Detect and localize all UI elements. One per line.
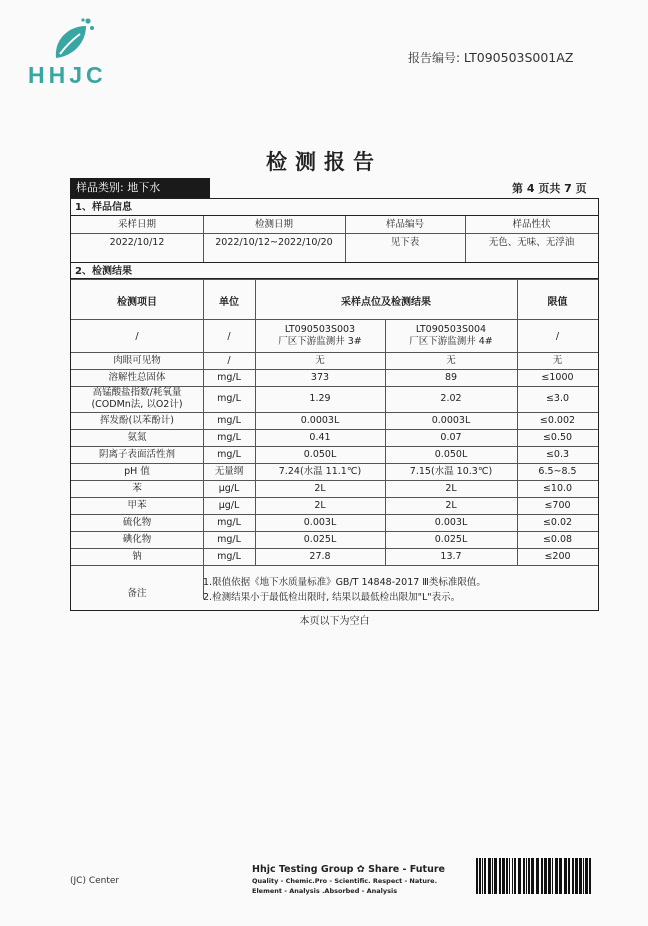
row-value-point-2: 无 [446,354,456,366]
row-limit: ≤3.0 [545,393,570,404]
row-item: 硫化物 [122,516,152,528]
page-title: 检测报告 [266,150,382,174]
barcode [476,858,592,894]
row-limit: ≤1000 [541,371,574,383]
row-value-point-1: 1.29 [309,393,331,404]
test-date-value: 2022/10/12~2022/10/20 [215,237,333,248]
row-unit: mg/L [217,431,241,443]
row-value-point-1: 0.025L [303,533,337,545]
row-unit: mg/L [217,448,241,460]
row-unit: mg/L [217,550,241,562]
row-item: 苯 [132,482,142,494]
row-value-point-1: 373 [310,371,330,383]
footer-group-line-a: Hhjc Testing Group [252,864,354,875]
footer-group-line-b: Share - Future [368,864,445,875]
row-limit: ≤0.50 [542,431,573,443]
row-value-point-1: 0.003L [303,516,337,528]
row-item: pH 值 [124,465,150,477]
row-limit: ≤0.02 [542,516,573,528]
row-item: 挥发酚(以苯酚计) [100,414,174,426]
row-unit: mg/L [217,371,241,383]
row-unit: mg/L [217,414,241,426]
row-unit: mg/L [217,533,241,545]
row-item: 氨氮 [127,431,147,443]
logo-text: HHJC [28,62,107,88]
row-value-point-2: 7.15(水温 10.3℃) [409,465,493,477]
footer-group-name [252,864,452,875]
row-item-sub: (CODMn法, 以O2计) [91,399,183,410]
row-unit: mg/L [217,393,241,404]
point-1-code: LT090503S003 [284,324,356,335]
sample-code-header: 样品编号 [385,219,424,230]
row-limit: ≤700 [544,499,571,511]
row-item: 高锰酸盐指数/耗氧量 [92,387,182,398]
footer-slogan-2: Element - Analysis .Absorbed - Analysis [252,887,398,895]
row-item: 阴离子表面活性剂 [98,448,175,460]
point-1-name: 厂区下游监测井 3# [278,336,362,347]
remark-line-1: 1.限值依据《地下水质量标准》GB/T 14848-2017 Ⅲ类标准限值。 [203,577,486,588]
point-row-limit: / [555,331,560,342]
row-value-point-2: 0.0003L [431,414,471,426]
row-item: 甲苯 [127,499,147,511]
row-limit: ≤200 [544,550,571,562]
row-value-point-1: 0.41 [309,431,331,443]
page-info: 第 4 页共 7 页 [512,182,587,195]
sample-property-header: 样品性状 [512,219,551,230]
point-2-code: LT090503S004 [415,324,487,335]
footer-group-block [252,864,452,895]
sample-code-value: 见下表 [390,237,420,248]
remark-label: 备注 [127,588,147,599]
report-number [408,49,573,66]
row-unit: 无量纲 [214,465,244,477]
row-unit: mg/L [217,516,241,528]
sample-category: 样品类别: 地下水 [70,178,210,198]
row-item: 肉眼可见物 [113,354,161,366]
sampling-date-header: 采样日期 [117,219,156,230]
row-value-point-2: 0.050L [434,448,468,460]
row-value-point-2: 89 [444,371,458,383]
report-table [70,198,599,611]
row-value-point-2: 0.07 [440,431,462,443]
row-value-point-1: 无 [315,354,325,366]
footer-slogan-1: Quality - Chemic.Pro - Scientific. Respect - Nature. [252,877,438,885]
row-value-point-1: 0.050L [303,448,337,460]
point-row-unit: / [227,331,231,342]
row-limit: ≤0.08 [542,533,573,545]
sample-property-value: 无色、无味、无浮油 [488,237,575,248]
row-limit: ≤0.3 [545,448,570,460]
results-header: 采样点位及检测结果 [341,297,431,308]
row-value-point-2: 13.7 [440,550,462,562]
row-value-point-2: 2.02 [440,393,462,404]
row-limit: ≤10.0 [542,482,573,494]
row-unit: / [227,354,231,366]
blank-page-note: 本页以下为空白 [299,616,370,627]
report-number-value: LT090503S001AZ [463,50,574,65]
row-limit: 无 [552,354,563,366]
row-unit: μg/L [218,499,240,511]
point-2-name: 厂区下游监测井 4# [409,336,493,347]
row-value-point-1: 27.8 [309,550,331,562]
row-item: 溶解性总固体 [108,371,166,383]
section-results-title: 2、检测结果 [71,262,598,279]
item-header: 检测项目 [117,297,157,308]
unit-header: 单位 [219,297,239,308]
footer-center-label: (JC) Center [70,876,120,886]
company-logo-icon [50,18,96,64]
remark-line-2: 2.检测结果小于最低检出限时, 结果以最低检出限加"L"表示。 [203,592,461,603]
report-number-label: 报告编号: [408,51,461,65]
test-date-header: 检测日期 [254,219,293,230]
sampling-date-value: 2022/10/12 [109,237,165,248]
row-value-point-2: 2L [445,499,457,511]
flower-icon: ✿ [356,864,369,875]
row-value-point-1: 7.24(水温 11.1℃) [278,465,362,477]
row-item: 碘化物 [122,533,152,545]
row-value-point-1: 2L [314,499,326,511]
section-sample-info-title: 1、样品信息 [71,199,598,216]
row-item: 钠 [132,550,142,562]
row-limit: ≤0.002 [539,414,576,426]
row-value-point-2: 2L [445,482,457,494]
row-value-point-1: 0.0003L [300,414,340,426]
row-value-point-2: 0.003L [434,516,468,528]
row-unit: μg/L [218,482,240,494]
limit-header: 限值 [547,297,568,308]
row-value-point-1: 2L [314,482,326,494]
point-row-item: / [135,331,139,342]
row-value-point-2: 0.025L [434,533,468,545]
row-limit: 6.5~8.5 [538,465,577,477]
